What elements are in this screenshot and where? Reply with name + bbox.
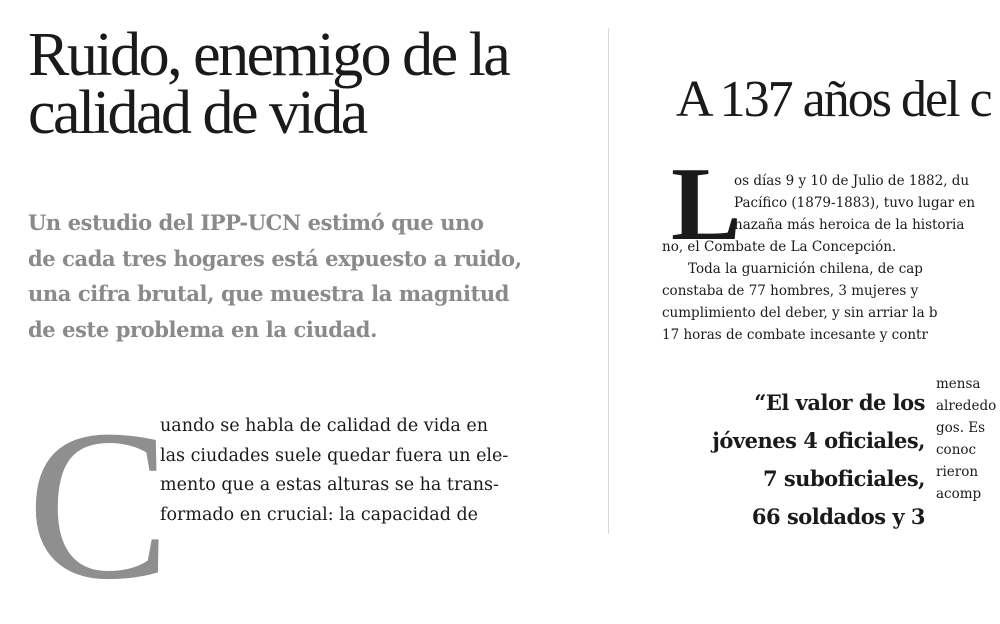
- body-line: os días 9 y 10 de Julio de 1882, du: [734, 173, 970, 189]
- side-line: conoc: [936, 442, 977, 458]
- right-article: [609, 0, 1000, 534]
- body-line: constaba de 77 hombres, 3 mujeres y: [662, 283, 919, 299]
- body-line: mento que a estas alturas se ha trans-: [160, 475, 499, 495]
- left-headline: Ruido, enemigo de la calidad de vida: [28, 21, 509, 147]
- right-drop-cap: L: [671, 145, 742, 262]
- pull-quote-line: 7 suboficiales,: [762, 466, 925, 491]
- side-line: mensa: [936, 376, 981, 392]
- body-line: uando se habla de calidad de vida en: [160, 416, 489, 436]
- body-line: Pacífico (1879-1883), tuvo lugar en: [734, 195, 976, 211]
- pull-quote: [709, 384, 925, 534]
- body-line: Toda la guarnición chilena, de cap: [688, 261, 923, 277]
- pull-quote-line: jóvenes 4 oficiales,: [712, 428, 925, 453]
- deck-line: de este problema en la ciudad.: [28, 316, 377, 342]
- body-line: formado en crucial: la capacidad de: [160, 504, 479, 525]
- body-line: cumplimiento del deber, y sin arriar la b: [662, 305, 938, 321]
- deck-line: una cifra brutal, que muestra la magnitud: [28, 281, 510, 306]
- side-line: rieron: [936, 464, 979, 480]
- pull-quote-line: “El valor de los: [754, 390, 925, 415]
- side-line: acomp: [936, 486, 982, 502]
- body-line: hazaña más heroica de la historia: [734, 217, 965, 233]
- right-body: [662, 170, 1000, 346]
- left-body: [160, 412, 560, 530]
- left-deck: [28, 205, 568, 347]
- body-line: no, el Combate de La Concepción.: [662, 239, 897, 255]
- right-headline: A 137 años del c: [676, 71, 991, 128]
- left-drop-cap: C: [27, 385, 171, 624]
- side-line: gos. Es: [936, 420, 986, 436]
- deck-line: Un estudio del IPP-UCN estimó que uno: [28, 210, 484, 235]
- deck-line: de cada tres hogares está expuesto a ruido,: [28, 245, 522, 271]
- pull-quote-line: 66 soldados y 3: [751, 504, 925, 529]
- side-column-text: [936, 373, 1000, 505]
- side-line: alrededo: [936, 398, 997, 414]
- body-line: las ciudades suele quedar fuera un ele-: [160, 445, 509, 466]
- body-line: 17 horas de combate incesante y contr: [662, 327, 928, 343]
